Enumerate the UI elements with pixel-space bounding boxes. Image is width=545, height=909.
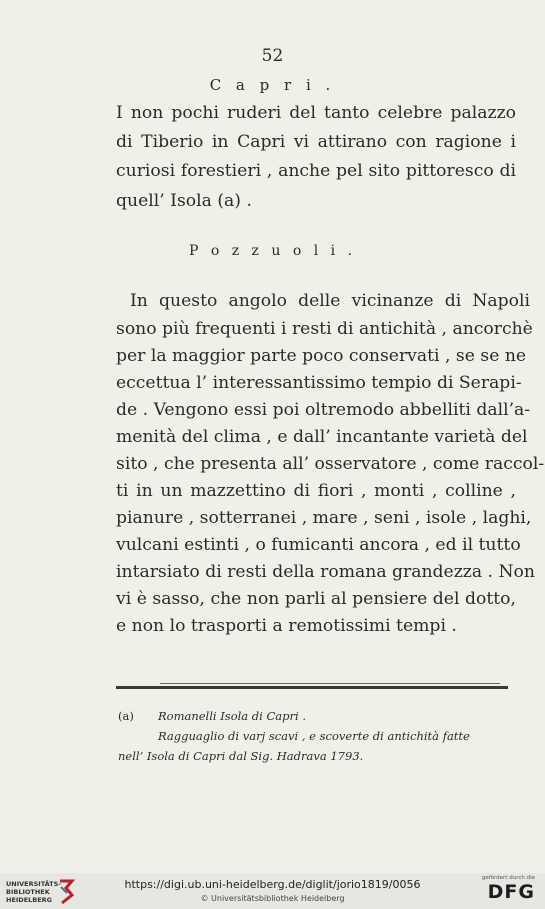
footnote-marker: (a) — [118, 709, 134, 723]
text-line: ti in un mazzettino di fiori , monti , colline , — [116, 481, 516, 501]
page-number: 52 — [261, 46, 284, 66]
text-line: sono più frequenti i resti di antichità , ancorchè — [116, 319, 533, 339]
text-line: sito , che presenta all’ osservatore , come raccol- — [116, 454, 545, 474]
text-line: pianure , sotterranei , mare , seni , isole , laghi, — [116, 508, 532, 528]
copyright-text: © Universitätsbibliothek Heidelberg — [200, 894, 345, 903]
text-line: de . Vengono essi poi oltremodo abbelliti dall’a- — [116, 400, 531, 420]
heading-capri: C a p r i . — [209, 76, 336, 94]
text-line: intarsiato di resti della romana grandezza . Non — [116, 562, 535, 582]
text-line: curiosi forestieri , anche pel sito pittoresco di — [116, 161, 516, 181]
viewer-footer — [0, 873, 545, 909]
text-line: quell’ Isola (a) . — [116, 191, 252, 211]
dfg-logo-text: DFG — [487, 881, 535, 903]
text-line: e non lo trasporti a remotissimi tempi . — [116, 616, 457, 636]
page-url-link[interactable]: https://digi.ub.uni-heidelberg.de/diglit/jorio1819/0056 — [124, 878, 421, 891]
text-line: per la maggior parte poco conservati , se se ne — [116, 346, 527, 366]
logo-text-line: UNIVERSITÄTS- — [6, 880, 61, 888]
text-line: menità del clima , e dall’ incantante varietà del — [116, 427, 528, 447]
text-line: vulcani estinti , o fumicanti ancora , ed il tutto — [116, 535, 521, 555]
funded-by-text: gefördert durch die — [481, 875, 535, 881]
heading-pozzuoli: P o z z u o l i . — [188, 243, 357, 259]
text-line: vi è sasso, che non parli al pensiere del dotto, — [116, 589, 516, 609]
footnote-line: Ragguaglio di varj scavi , e scoverte di antichità fatte — [158, 729, 470, 743]
text-line: In questo angolo delle vicinanze di Napoli — [130, 291, 530, 311]
text-line: eccettua l’ interessantissimo tempio di Serapi- — [116, 373, 522, 393]
logo-text-line: HEIDELBERG — [6, 896, 53, 904]
dfg-logo[interactable] — [482, 875, 535, 903]
footnote-line: Romanelli Isola di Capri . — [158, 709, 307, 723]
footnote-line: nell’ Isola di Capri dal Sig. Hadrava 1793. — [118, 749, 364, 763]
text-line: I non pochi ruderi del tanto celebre palazzo — [116, 103, 516, 123]
footnote-rule-thin — [160, 683, 500, 684]
text-line: di Tiberio in Capri vi attirano con ragione i — [116, 132, 516, 152]
logo-text-line: BIBLIOTHEK — [6, 888, 50, 896]
footnote-rule — [116, 686, 508, 689]
